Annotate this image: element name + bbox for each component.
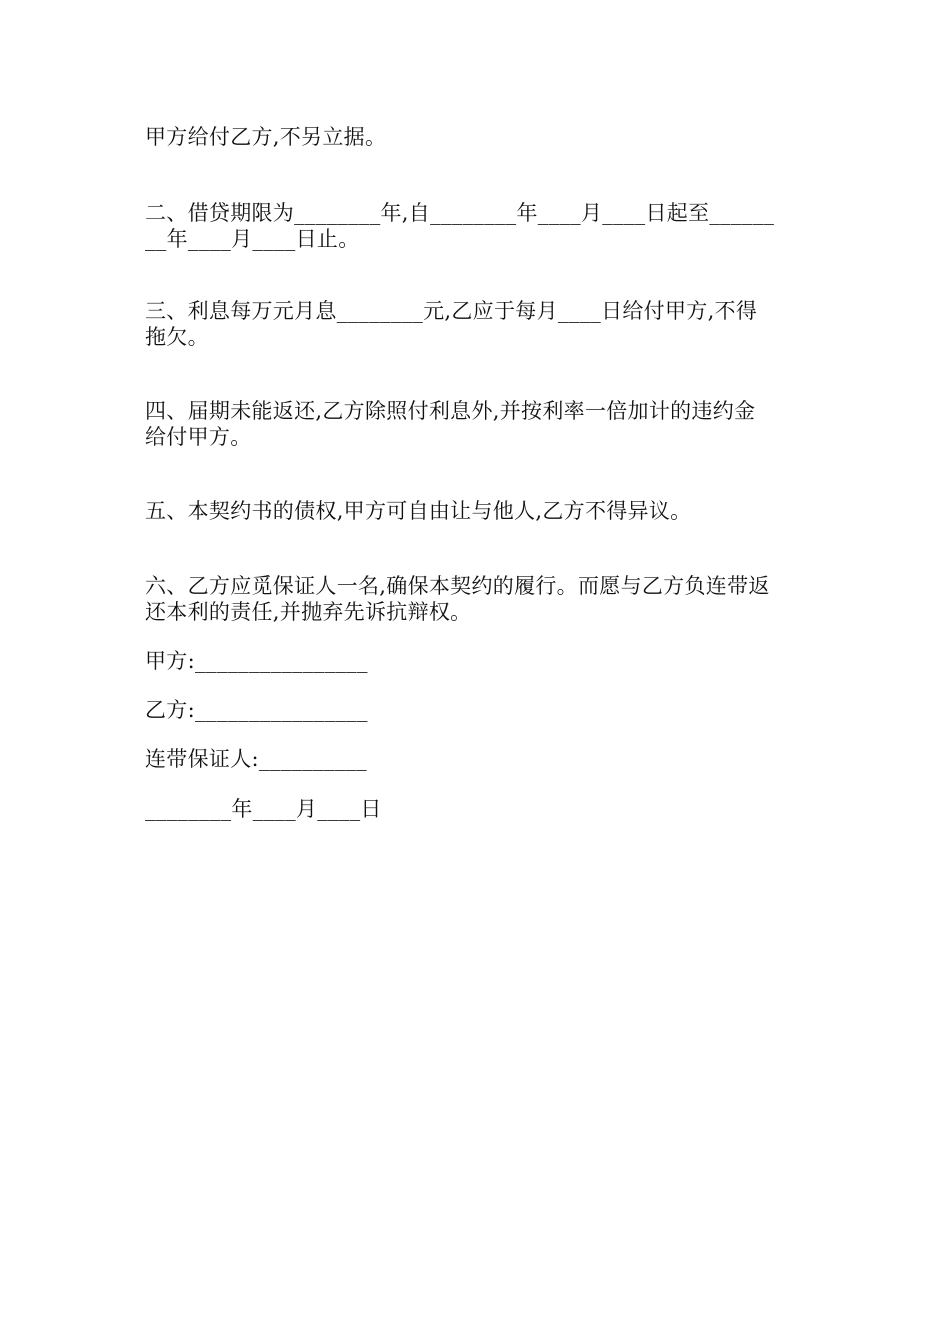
clause-two-line-2: __年____月____日止。 (145, 227, 360, 251)
party-a-signature: 甲方:________________ (145, 649, 368, 673)
clause-four-line-2: 给付甲方。 (145, 425, 252, 449)
clause-four-line-1: 四、届期未能返还,乙方除照付利息外,并按利率一倍加计的违约金 (145, 399, 756, 423)
clause-six-line-2: 还本利的责任,并抛弃先诉抗辩权。 (145, 600, 472, 624)
clause-two-line-1: 二、借贷期限为________年,自________年____月____日起至______ (145, 201, 775, 225)
clause-one-continuation: 甲方给付乙方,不另立据。 (145, 125, 387, 149)
party-b-signature: 乙方:________________ (145, 698, 368, 722)
clause-three-line-1: 三、利息每万元月息________元,乙应于每月____日给付甲方,不得 (145, 299, 758, 323)
signing-date: ________年____月____日 (145, 797, 382, 821)
clause-five: 五、本契约书的债权,甲方可自由让与他人,乙方不得异议。 (145, 499, 692, 523)
clause-six-line-1: 六、乙方应觅保证人一名,确保本契约的履行。而愿与乙方负连带返 (145, 574, 770, 598)
clause-three-line-2: 拖欠。 (145, 325, 209, 349)
guarantor-signature: 连带保证人:__________ (145, 747, 367, 771)
